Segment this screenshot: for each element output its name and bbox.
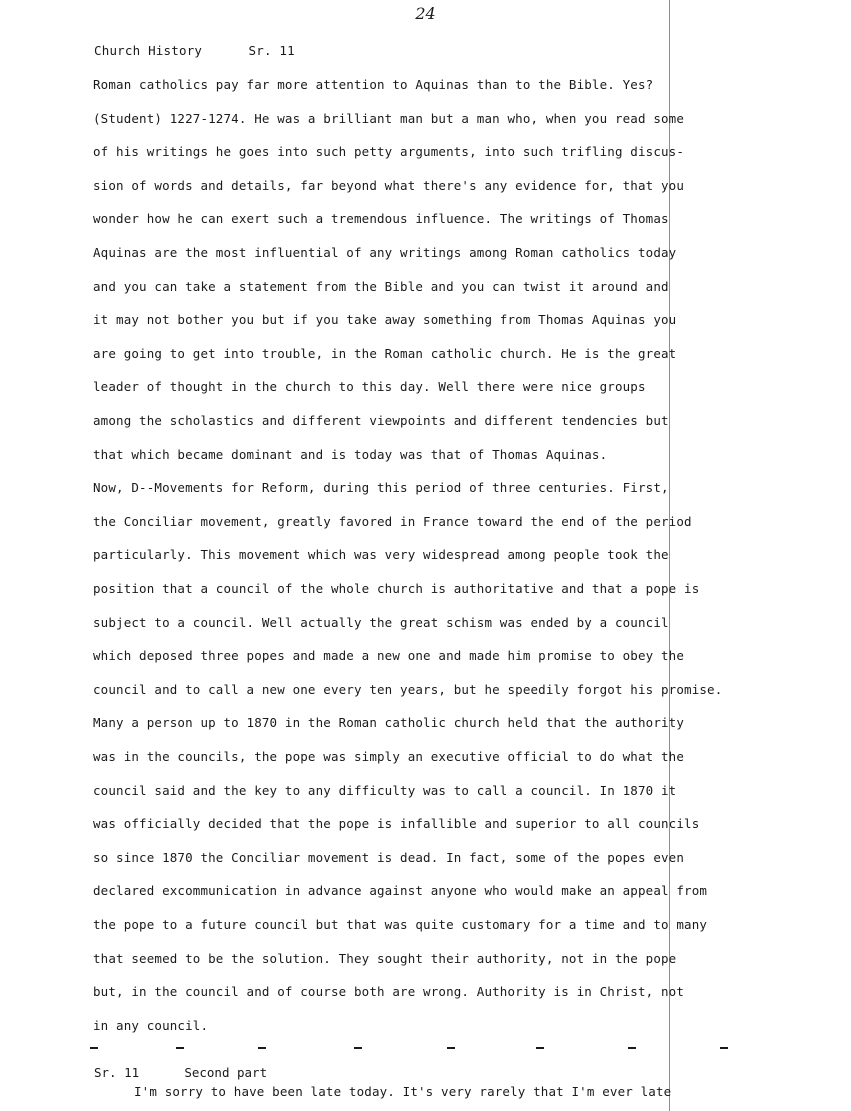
- text-line: leader of thought in the church to this day. Well there were nice groups: [93, 379, 646, 395]
- divider-dash: [176, 1047, 184, 1049]
- text-line: are going to get into trouble, in the Roman catholic church. He is the great: [93, 345, 677, 361]
- part-first-line: I'm sorry to have been late today. It's very rarely that I'm ever late: [134, 1084, 672, 1099]
- text-line: of his writings he goes into such petty arguments, into such trifling discus-: [93, 144, 685, 160]
- text-line: which deposed three popes and made a new one and made him promise to obey the: [93, 648, 685, 664]
- text-line: in any council.: [93, 1017, 209, 1033]
- text-line: so since 1870 the Conciliar movement is dead. In fact, some of the popes even: [93, 849, 685, 865]
- text-line: council said and the key to any difficulty was to call a council. In 1870 it: [93, 782, 677, 798]
- section-divider: [90, 1043, 750, 1051]
- text-line: position that a council of the whole church is authoritative and that a pope is: [93, 581, 700, 596]
- text-line: but, in the council and of course both are wrong. Authority is in Christ, not: [93, 984, 685, 1000]
- text-line: the pope to a future council but that was quite customary for a time and to many: [93, 917, 708, 932]
- section-label: Sr. 11: [248, 43, 295, 58]
- text-line: the Conciliar movement, greatly favored in France toward the end of the period: [93, 513, 692, 529]
- text-line: Now, D--Movements for Reform, during this period of three centuries. First,: [93, 480, 669, 496]
- divider-dash: [447, 1047, 455, 1049]
- page-number: 24: [415, 4, 436, 23]
- part-section-label: Sr. 11: [94, 1065, 140, 1080]
- text-line: it may not bother you but if you take away something from Thomas Aquinas you: [93, 312, 677, 328]
- text-line: was in the councils, the pope was simply an executive official to do what the: [93, 749, 685, 764]
- divider-dash: [354, 1047, 362, 1049]
- text-line: was officially decided that the pope is infallible and superior to all councils: [93, 816, 700, 832]
- text-line: among the scholastics and different viewpoints and different tendencies but: [93, 413, 669, 428]
- divider-dash: [720, 1047, 728, 1049]
- text-line: (Student) 1227-1274. He was a brilliant man but a man who, when you read some: [93, 110, 685, 126]
- divider-dash: [258, 1047, 266, 1049]
- text-line: declared excommunication in advance against anyone who would make an appeal from: [93, 883, 708, 899]
- text-line: that which became dominant and is today was that of Thomas Aquinas.: [93, 446, 608, 462]
- course-title: Church History: [94, 43, 203, 58]
- text-line: Aquinas are the most influential of any writings among Roman catholics today: [93, 245, 677, 260]
- text-line: and you can take a statement from the Bible and you can twist it around and: [93, 278, 669, 294]
- text-line: sion of words and details, far beyond what there's any evidence for, that you: [93, 177, 685, 193]
- part-title: Second part: [184, 1065, 268, 1080]
- divider-dash: [628, 1047, 636, 1049]
- text-line: subject to a council. Well actually the great schism was ended by a council: [93, 614, 669, 630]
- margin-rule: [669, 0, 670, 1111]
- text-line: wonder how he can exert such a tremendous influence. The writings of Thomas: [93, 211, 669, 227]
- text-line: Roman catholics pay far more attention to Aquinas than to the Bible. Yes?: [93, 77, 654, 92]
- text-line: council and to call a new one every ten years, but he speedily forgot his promise.: [93, 681, 723, 697]
- text-line: that seemed to be the solution. They sought their authority, not in the pope: [93, 950, 677, 966]
- text-line: Many a person up to 1870 in the Roman catholic church held that the authority: [93, 715, 685, 731]
- part-header: [94, 1065, 267, 1080]
- divider-dash: [90, 1047, 98, 1049]
- divider-dash: [536, 1047, 544, 1049]
- text-line: particularly. This movement which was very widespread among people took the: [93, 547, 669, 563]
- page-header: [94, 43, 295, 58]
